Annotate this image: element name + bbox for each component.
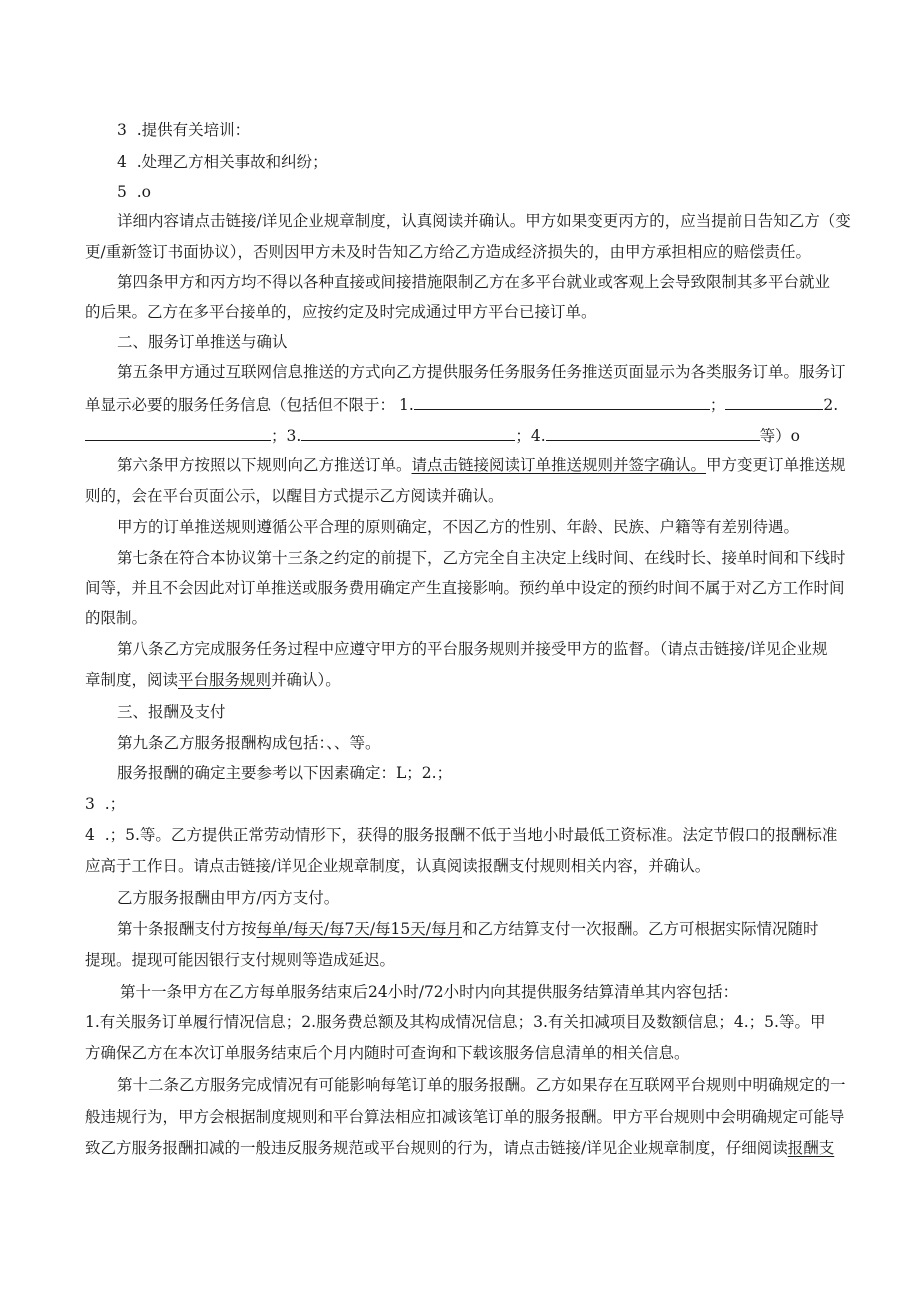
article-5-fill-line-2 <box>85 424 800 446</box>
blank-sep: ； <box>515 427 531 445</box>
article-11-line: 方确保乙方在本次订单服务结束后个月内随时可查询和下载该服务信息清单的相关信息。 <box>85 1044 690 1062</box>
article-8-text: 章制度，阅读 <box>85 671 179 689</box>
paragraph-line: 更/重新签订书面协议），否则因甲方未及时告知乙方给乙方造成经济损失的，由甲方承担相应的赔偿责任。 <box>85 243 811 261</box>
remuneration-payment-rules-link[interactable]: 报酬支 <box>787 1139 835 1157</box>
blank-sep: ； <box>709 396 726 414</box>
article-6-text: 第六条甲方按照以下规则向乙方推送订单。 <box>117 456 412 474</box>
article-12-line: 第十二条乙方服务完成情况有可能影响每笔订单的服务报酬。乙方如果存在互联网平台规则中明确规定的一 <box>117 1076 846 1094</box>
article-10-line: 提现。提现可能因银行支付规则等造成延迟。 <box>85 951 396 969</box>
blank-label-1: 1. <box>399 396 414 414</box>
paragraph-line: 乙方服务报酬由甲方/丙方支付。 <box>117 889 340 907</box>
article-12-text: 致乙方服务报酬扣减的一般违反服务规范或平台规则的行为，请点击链接/详见企业规章制度，仔细阅读 <box>85 1139 788 1157</box>
item-4-accidents: 4 .处理乙方相关事故和纠纷； <box>117 153 328 171</box>
article-7-line: 间等，并且不会因此对订单推送或服务费用确定产生直接影响。预约单中设定的预约时间不属于对乙方工作时间 <box>85 579 845 597</box>
article-8-line <box>85 670 341 690</box>
article-6-line <box>117 455 846 475</box>
paragraph-line: 应高于工作日。请点击链接/详见企业规章制度，认真阅读报酬支付规则相关内容，并确认。 <box>85 857 711 875</box>
article-5-fill-line <box>85 393 838 415</box>
article-5-line: 第五条甲方通过互联网信息推送的方式向乙方提供服务任务服务任务推送页面显示为各类服务订单。服务订 <box>117 363 846 381</box>
blank-label-2: 2. <box>823 396 839 414</box>
item-3-training: 3 .提供有关培训： <box>117 121 251 139</box>
article-10-text: 第十条报酬支付方按 <box>117 920 257 938</box>
article-7-line: 第七条在符合本协议第十三条之约定的前提下，乙方完全自主决定上线时间、在线时长、接单时间和下线时 <box>117 549 846 567</box>
item-5: 5 .o <box>117 183 151 201</box>
paragraph-line: 甲方的订单推送规则遵循公平合理的原则确定，不因乙方的性别、年龄、民族、户籍等有差别待遇。 <box>117 518 800 536</box>
article-5-text: 单显示必要的服务任务信息（包括但不限于： <box>85 396 396 414</box>
paragraph-line: 3 .； <box>85 795 126 813</box>
blank-sep: ； <box>271 427 287 445</box>
blank-field-3[interactable] <box>301 424 515 441</box>
article-9-line: 第九条乙方服务报酬构成包括：、、等。 <box>117 734 381 752</box>
order-push-rules-link[interactable]: 请点击链接阅读订单推送规则并签字确认。 <box>411 456 707 474</box>
section-heading-3: 三、报酬及支付 <box>117 703 226 721</box>
paragraph-line: 详细内容请点击链接/详见企业规章制度，认真阅读并确认。甲方如果变更丙方的，应当提前日告知乙方（变 <box>117 212 851 230</box>
blank-label-3: 3. <box>286 427 302 445</box>
blank-field-4[interactable] <box>546 424 760 441</box>
article-6-text: 甲方变更订单推送规 <box>706 456 846 474</box>
blank-end: 等）o <box>759 427 800 445</box>
article-8-text: 并确认）。 <box>271 671 341 689</box>
platform-service-rules-link[interactable]: 平台服务规则 <box>178 671 272 689</box>
article-6-line: 则的，会在平台页面公示，以醒目方式提示乙方阅读并确认。 <box>85 487 504 505</box>
article-12-line: 般违规行为，甲方会根据制度规则和平台算法相应扣减该笔订单的服务报酬。甲方平台规则中会明确规定可能导 <box>85 1108 845 1126</box>
article-8-line: 第八条乙方完成服务任务过程中应遵守甲方的平台服务规则并接受甲方的监督。（请点击链接/详见企业规 <box>117 640 828 658</box>
paragraph-line: 4 .；5.等。乙方提供正常劳动情形下，获得的服务报酬不低于当地小时最低工资标准。法定节假口的报酬标准 <box>85 826 838 844</box>
paragraph-line: 服务报酬的确定主要参考以下因素确定：L；2.； <box>117 764 453 782</box>
article-7-line: 的限制。 <box>85 609 148 627</box>
article-4-line: 第四条甲方和丙方均不得以各种直接或间接措施限制乙方在多平台就业或客观上会导致限制其多平台就业 <box>117 273 831 291</box>
blank-label-4: 4. <box>530 427 546 445</box>
article-10-line <box>117 919 819 939</box>
section-heading-2: 二、服务订单推送与确认 <box>117 333 288 351</box>
article-12-line <box>85 1138 834 1158</box>
payment-frequency-options[interactable]: 每单/每天/每7天/每15天/每月 <box>256 920 462 938</box>
article-4-line: 的后果。乙方在多平台接单的，应按约定及时完成通过甲方平台已接订单。 <box>85 303 597 321</box>
blank-field-1b[interactable] <box>725 393 823 410</box>
article-10-text: 和乙方结算支付一次报酬。乙方可根据实际情况随时 <box>462 920 819 938</box>
blank-field-2[interactable] <box>85 424 271 441</box>
article-11-line: 1.有关服务订单履行情况信息；2.服务费总额及其构成情况信息；3.有关扣减项目及数额信息；4.；5.等。甲 <box>85 1013 826 1031</box>
article-11-line: 第十一条甲方在乙方每单服务结束后24小时/72小时内向其提供服务结算清单其内容包括： <box>120 983 739 1001</box>
blank-field-1[interactable] <box>414 393 710 410</box>
